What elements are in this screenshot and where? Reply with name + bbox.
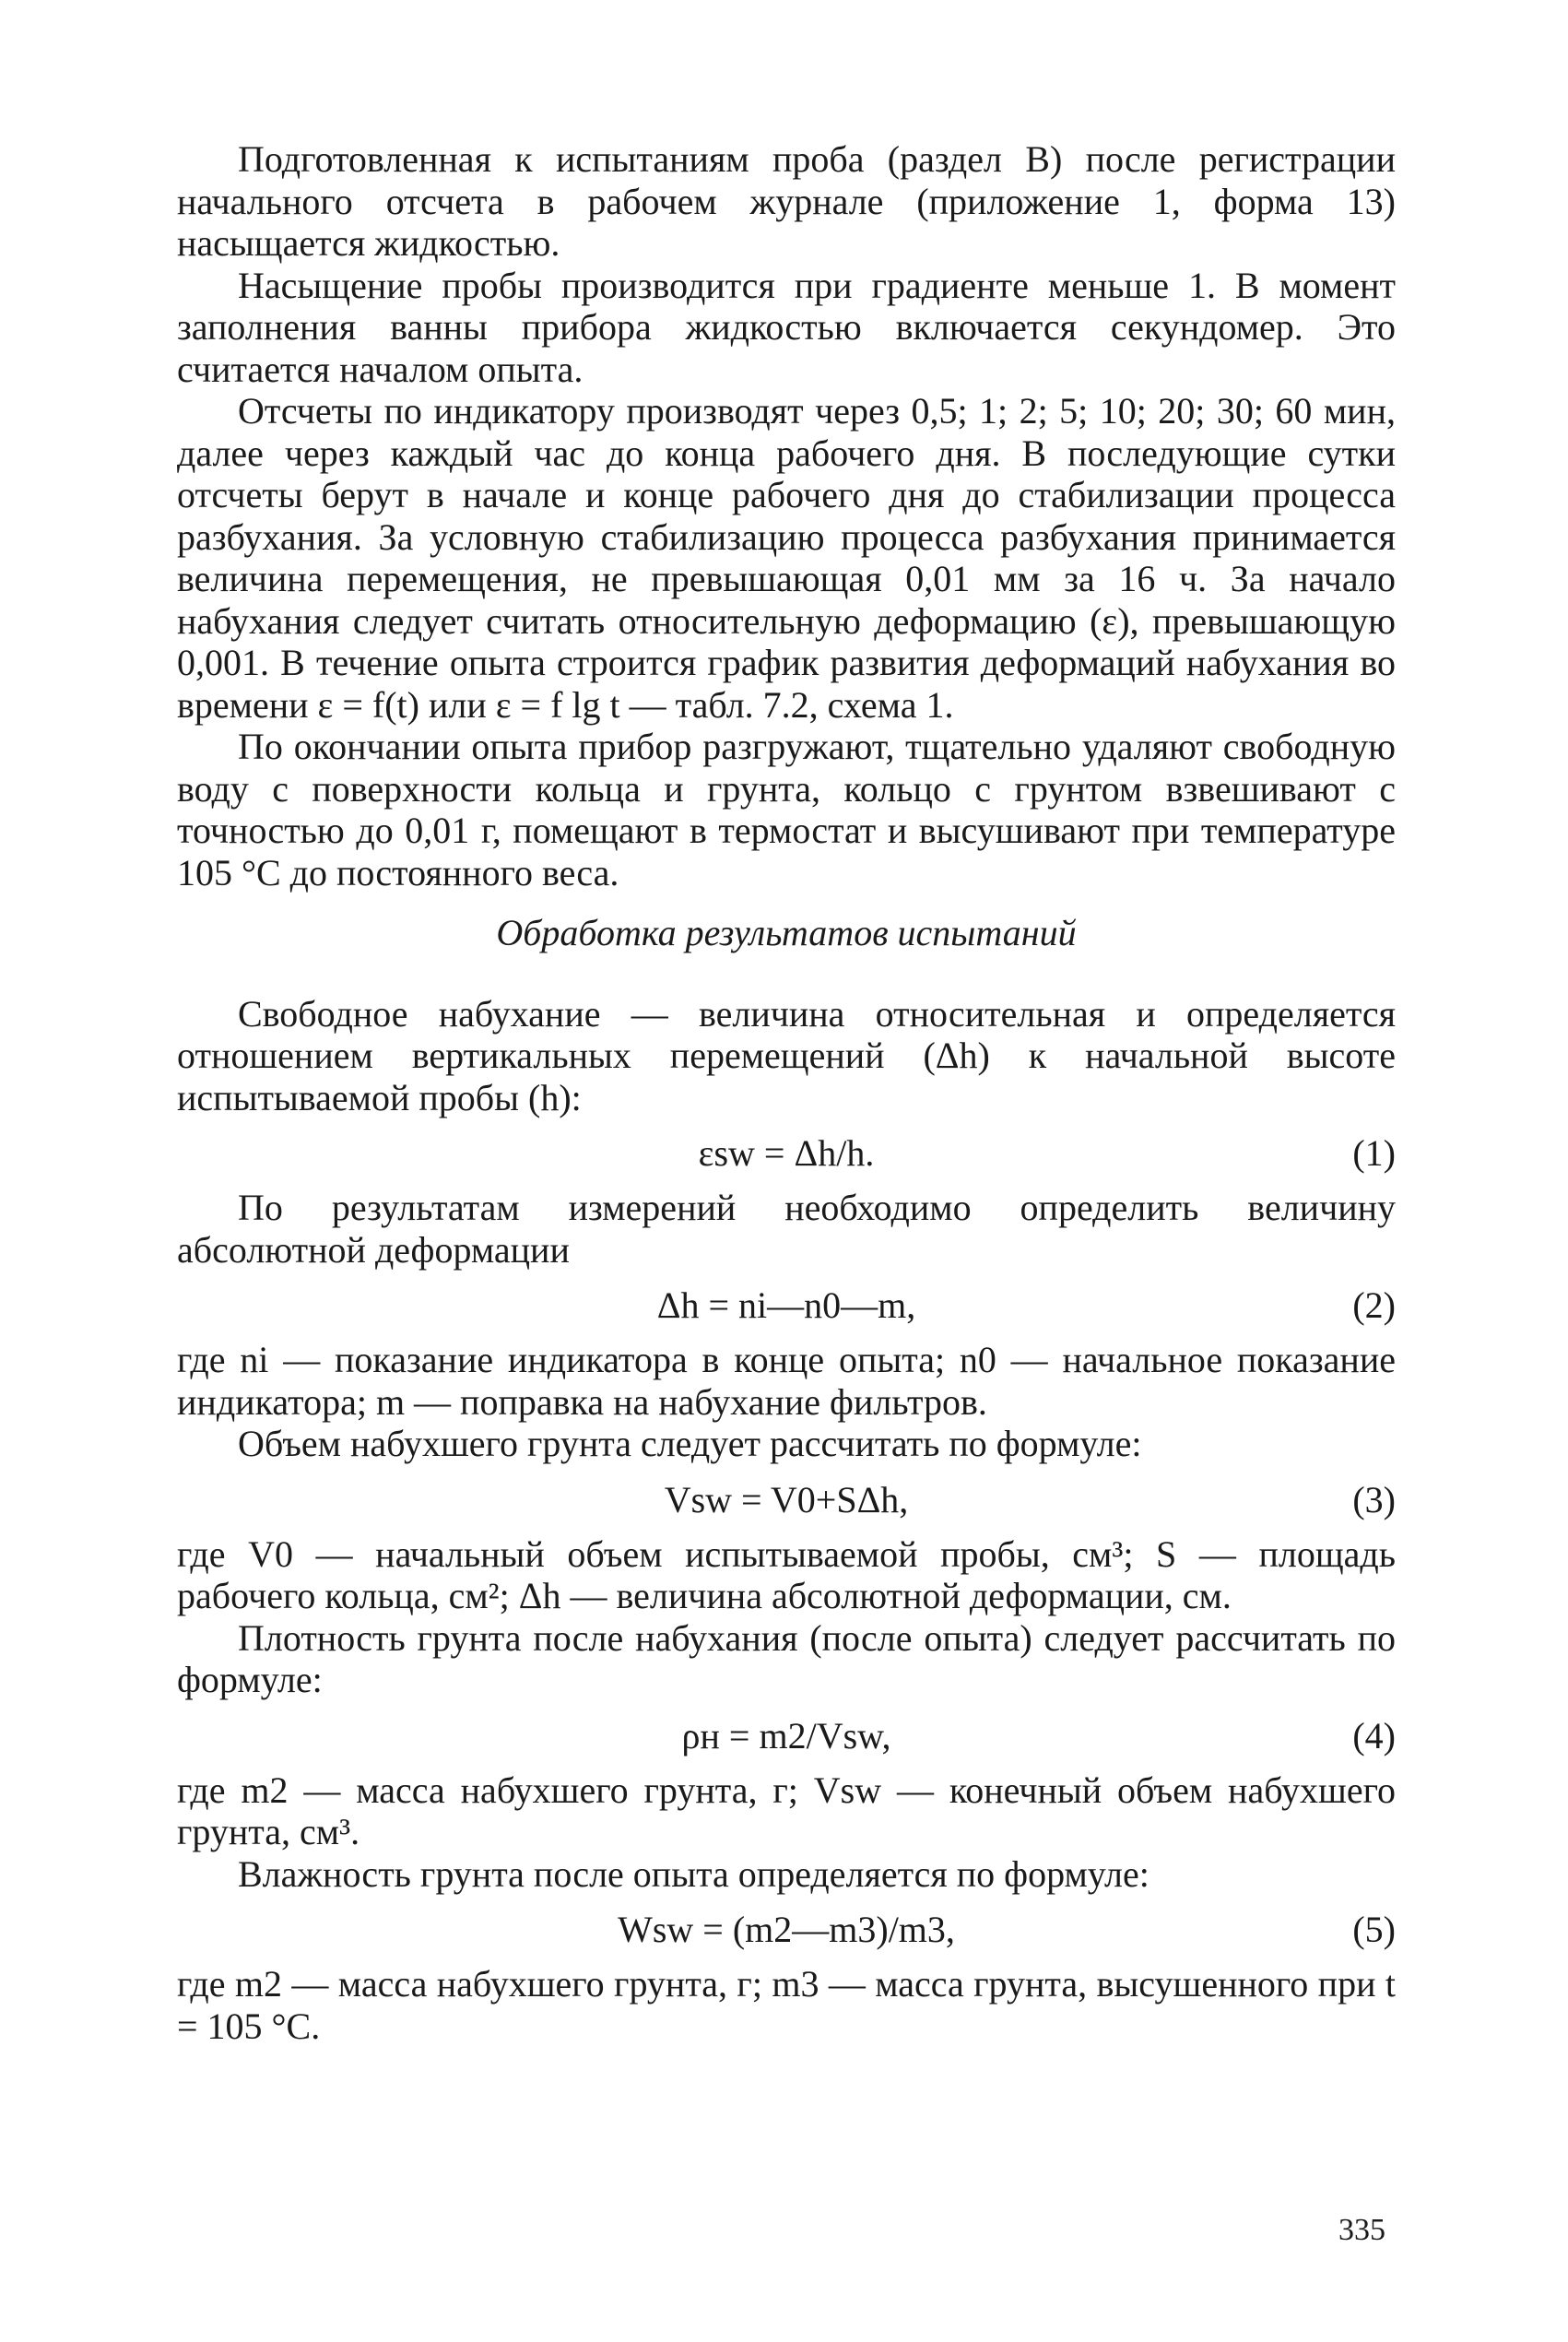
formula-2-number: (2) — [1352, 1284, 1396, 1326]
paragraph-free-swelling: Свободное набухание — величина относительная и определяется отношением вертикальных перемещений (Δh) к начальной высоте испытываемой пробы (h): — [177, 992, 1396, 1118]
page-number: 335 — [1338, 2213, 1385, 2247]
formula-1-expression: εsw = Δh/h. — [698, 1132, 875, 1174]
page-body — [177, 138, 1396, 2047]
formula-4 — [177, 1714, 1396, 1758]
formula-3-expression: Vsw = V0+SΔh, — [664, 1478, 909, 1520]
formula-5 — [177, 1908, 1396, 1952]
formula-2 — [177, 1283, 1396, 1328]
formula-1 — [177, 1131, 1396, 1176]
paragraph-formula-2-legend: где ni — показание индикатора в конце опыта; n0 — начальное показание индикатора; m — поправка на набухание фильтров. — [177, 1339, 1396, 1423]
formula-4-expression: ρн = m2/Vsw, — [681, 1714, 891, 1756]
formula-1-number: (1) — [1352, 1132, 1396, 1174]
paragraph-formula-4-legend: где m2 — масса набухшего грунта, г; Vsw — конечный объем набухшего грунта, см³. — [177, 1768, 1396, 1852]
paragraph-density: Плотность грунта после набухания (после опыта) следует рассчитать по формуле: — [177, 1616, 1396, 1700]
paragraph-formula-3-legend: где V0 — начальный объем испытываемой пробы, см³; S — площадь рабочего кольца, см²; Δh — величина абсолютной деформации, см. — [177, 1532, 1396, 1616]
paragraph-volume: Объем набухшего грунта следует рассчитать по формуле: — [238, 1423, 1142, 1464]
formula-5-expression: Wsw = (m2—m3)/m3, — [618, 1909, 955, 1950]
paragraph-readings: Отсчеты по индикатору производят через 0,5; 1; 2; 5; 10; 20; 30; 60 мин, далее через каждый час до конца рабочего дня. В последующие сутки отсчеты берут в начале и конце рабочего дня до стабилизации процесса разбухания. За условную стабилизацию процесса разбухания принимается величина перемещения, не превышающая 0,01 мм за 16 ч. За начало набухания следует считать относительную деформацию (ε), превышающую 0,001. В течение опыта строится график развития деформаций набухания во времени ε = f(t) или ε = f lg t — табл. 7.2, схема 1. — [177, 390, 1396, 726]
formula-4-number: (4) — [1352, 1714, 1396, 1756]
formula-3 — [177, 1478, 1396, 1522]
paragraph-saturation: Насыщение пробы производится при градиенте меньше 1. В момент заполнения ванны прибора жидкостью включается секундомер. Это считается началом опыта. — [177, 264, 1396, 390]
formula-2-expression: Δh = ni—n0—m, — [656, 1284, 916, 1326]
paragraph-unloading: По окончании опыта прибор разгружают, тщательно удаляют свободную воду с поверхности кольца и грунта, кольцо с грунтом взвешивают с точностью до 0,01 г, помещают в термостат и высушивают при температуре 105 °С до постоянного веса. — [177, 726, 1396, 893]
paragraph-formula-5-legend: где m2 — масса набухшего грунта, г; m3 — масса грунта, высушенного при t = 105 °С. — [177, 1963, 1396, 2047]
formula-3-number: (3) — [1352, 1478, 1396, 1520]
paragraph-absolute-deformation: По результатам измерений необходимо определить величину абсолютной деформации — [177, 1187, 1396, 1271]
paragraph-moisture: Влажность грунта после опыта определяется по формуле: — [238, 1852, 1149, 1895]
paragraph-sample-prep: Подготовленная к испытаниям проба (раздел В) после регистрации начального отсчета в рабочем журнале (приложение 1, форма 13) насыщается жидкостью. — [177, 138, 1396, 264]
formula-5-number: (5) — [1352, 1909, 1396, 1950]
section-heading: Обработка результатов испытаний — [496, 912, 1077, 953]
